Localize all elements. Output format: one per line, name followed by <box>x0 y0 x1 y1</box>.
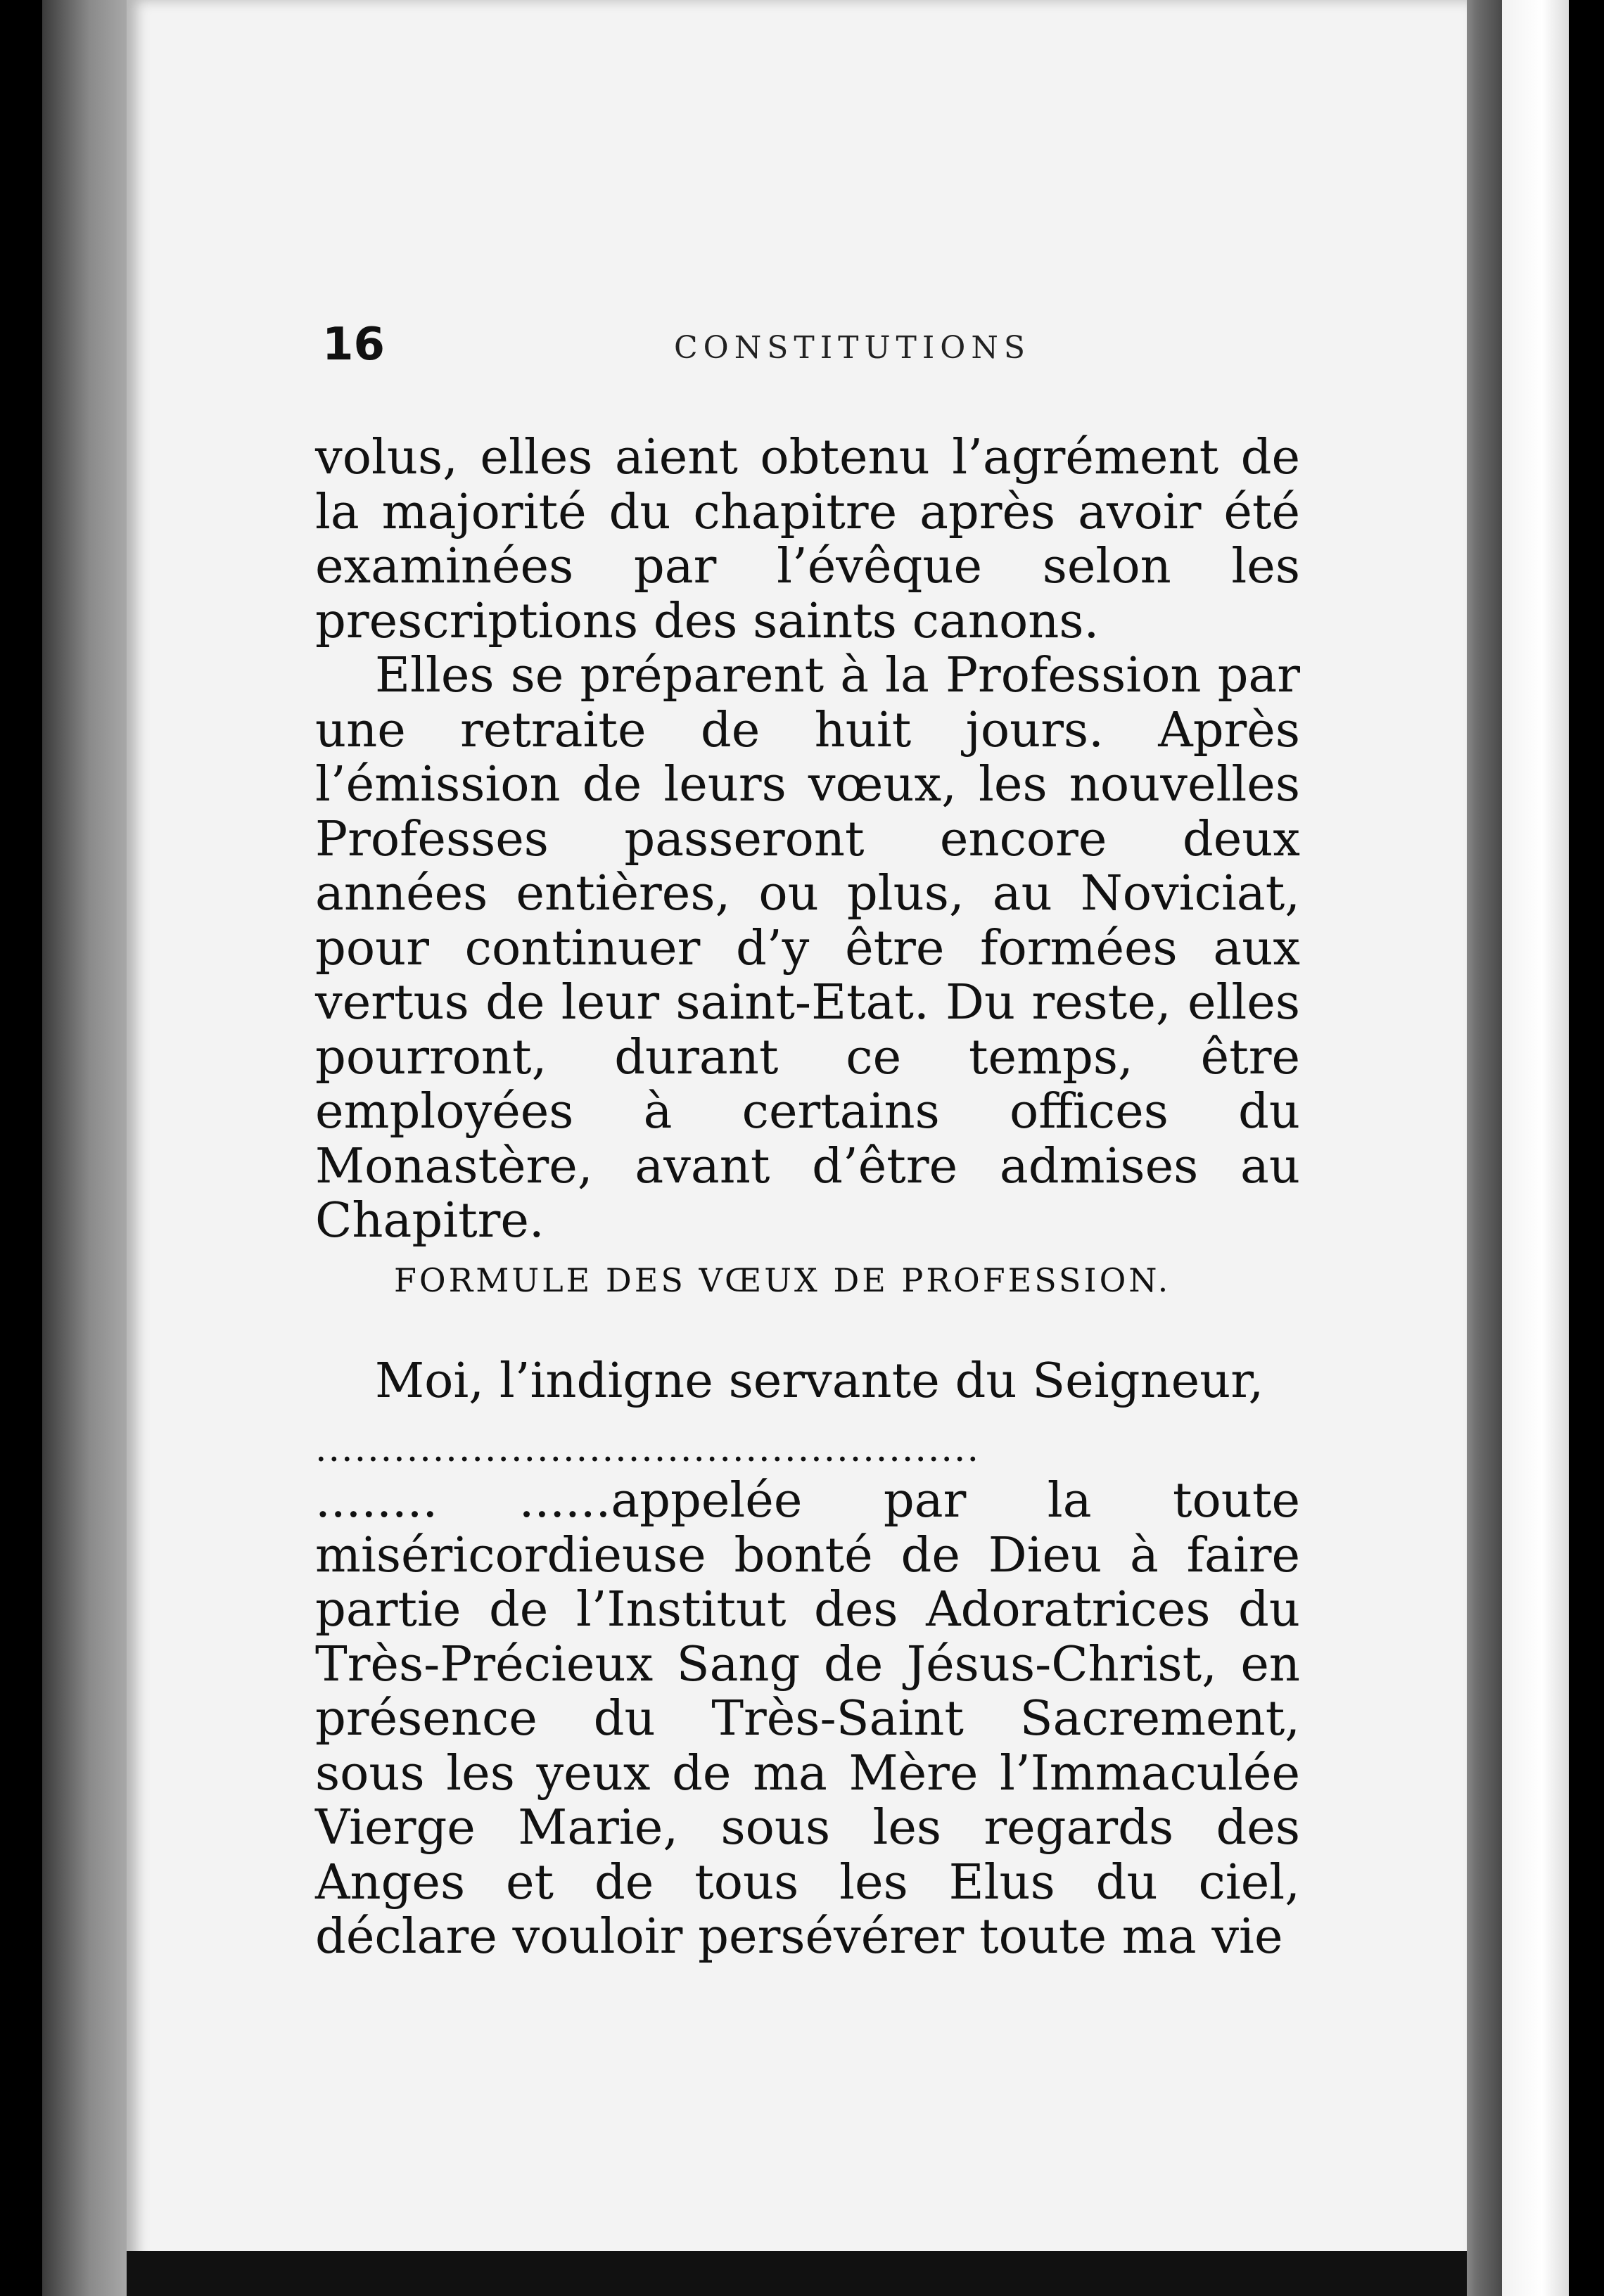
paragraph-2: Elles se préparent à la Profession par une retraite de huit jours. Après l’émission de leurs vœux, les nouvelles Professes passeront encore deux années entières, ou plus, au Noviciat, pour continuer d’y être formées aux vertus de leur saint-Etat. Du reste, elles pourront, durant ce temps, être employées à certains offices du Monastère, avant d’être admises au Chapitre. <box>315 647 1300 1249</box>
formula-continuation: ........ ......appelée par la toute miséricordieuse bonté de Dieu à faire partie de l’Institut des Adoratrices du Très-Précieux Sang de Jésus-Christ, en présence du Très-Saint Sacrement, sous les yeux de ma Mère l’Immaculée Vierge Marie, sous les regards des Anges et de tous les Elus du ciel, déclare vouloir persévérer toute ma vie <box>315 1472 1300 1965</box>
page-bottom-edge <box>127 2251 1467 2296</box>
name-blank-dots: ................................................... <box>315 1435 980 1463</box>
formula-body <box>315 1474 1300 1965</box>
formula-opening-line: Moi, l’indigne servante du Seigneur, <box>375 1353 1264 1409</box>
formula-opening <box>315 1354 1300 1409</box>
running-head: CONSTITUTIONS <box>674 330 1031 366</box>
section-heading: FORMULE DES VŒUX DE PROFESSION. <box>394 1261 1171 1299</box>
page-number: 16 <box>322 319 386 371</box>
body-text <box>315 431 1300 1249</box>
page-header <box>322 317 1300 373</box>
page-edge-stack <box>1502 0 1569 2296</box>
paragraph-1: volus, elles aient obtenu l’agrément de la majorité du chapitre après avoir été examinées par l’évêque selon les prescriptions des saints canons. <box>315 429 1300 649</box>
